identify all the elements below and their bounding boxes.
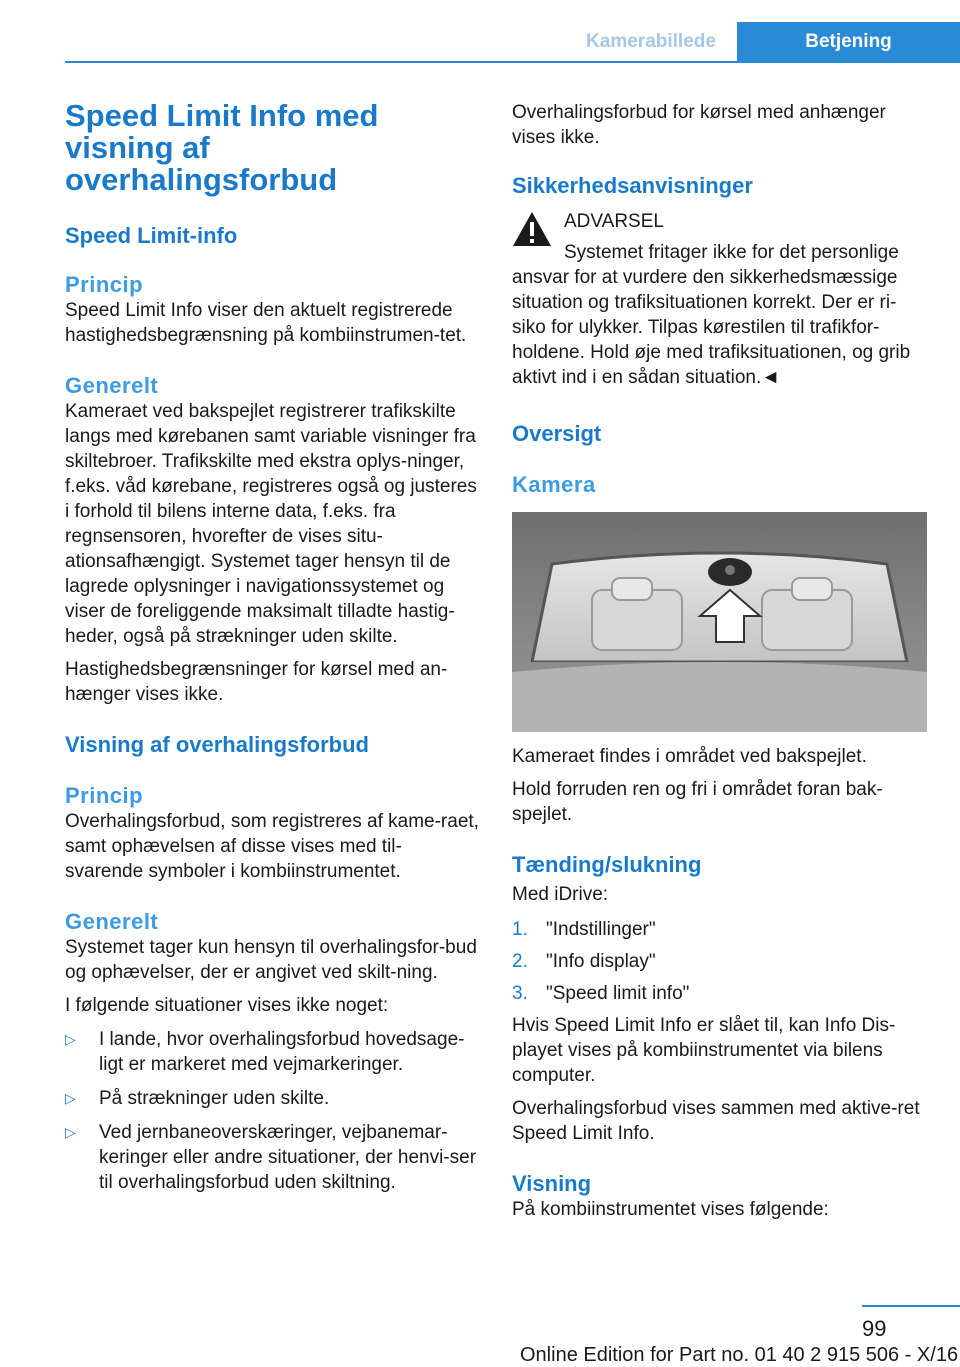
camera-location-image bbox=[512, 512, 927, 732]
bullet-item: ▷ På strækninger uden skilte. bbox=[65, 1088, 330, 1109]
paragraph-kamera-2: Hold forruden ren og fri i området foran bak-spejlet. bbox=[512, 779, 883, 825]
heading-sikkerhedsanvisninger: Sikkerhedsanvisninger bbox=[512, 173, 753, 198]
footer-rule bbox=[862, 1305, 960, 1307]
warning-text: Systemet fritager ikke for det personlige ansvar for at vurdere den sikkerhedsmæssige situation og trafiksituationen korrekt. Der er ri-siko for ulykker. Tilpas kørestilen til trafikfor-holdene. Hold øje med trafiksituationen, og grib aktivt ind i en sådan situation.◄ bbox=[512, 242, 911, 388]
right-column bbox=[512, 100, 930, 1222]
heading-princip-1: Princip bbox=[65, 272, 144, 297]
heading-oversigt: Oversigt bbox=[512, 421, 602, 446]
paragraph-generelt-2a: Systemet tager kun hensyn til overhalingsfor-bud og ophævelser, der er angivet ved skilt-ning. bbox=[65, 937, 477, 983]
bullet-marker: ▷ bbox=[65, 1090, 76, 1106]
paragraph-princip-1: Speed Limit Info viser den aktuelt registrerede hastighedsbegrænsning på kombiinstrumen-tet. bbox=[65, 300, 467, 346]
step-item: 3. "Speed limit info" bbox=[512, 983, 690, 1004]
heading-visning-overhalingsforbud: Visning af overhalingsforbud bbox=[65, 732, 369, 757]
heading-taending-slukning: Tænding/slukning bbox=[512, 852, 702, 877]
step-number: 3. bbox=[512, 983, 528, 1004]
footer-edition: Online Edition for Part no. 01 40 2 915 506 - X/16 bbox=[520, 1344, 959, 1366]
section-tab-betjening[interactable]: Betjening bbox=[737, 22, 960, 61]
heading-visning: Visning bbox=[512, 1171, 592, 1196]
paragraph-info-1: Hvis Speed Limit Info er slået til, kan Info Dis-playet vises på kombiinstrumentet via bilens computer. bbox=[512, 1015, 896, 1086]
left-column bbox=[65, 100, 480, 1195]
warning-block bbox=[512, 209, 930, 234]
step-number: 2. bbox=[512, 951, 528, 972]
paragraph-anhaenger: Overhalingsforbud for kørsel med anhænger vises ikke. bbox=[512, 102, 886, 148]
paragraph-kamera-1: Kameraet findes i området ved bakspejlet. bbox=[512, 746, 867, 767]
paragraph-info-2: Overhalingsforbud vises sammen med aktive-ret Speed Limit Info. bbox=[512, 1098, 920, 1144]
bullet-item: ▷ I lande, hvor overhalingsforbud hovedsage-ligt er markeret med vejmarkeringer. bbox=[65, 1029, 465, 1075]
header-rule bbox=[65, 61, 960, 63]
warning-triangle-icon bbox=[512, 211, 552, 247]
heading-speed-limit-info: Speed Limit-info bbox=[65, 223, 238, 248]
heading-kamera: Kamera bbox=[512, 472, 596, 497]
page-title: Speed Limit Info med visning af overhalingsforbud bbox=[65, 98, 379, 197]
paragraph-generelt-1a: Kameraet ved bakspejlet registrerer trafikskilte langs med kørebanen samt variable visninger fra skiltebroer. Trafikskilte med ekstra oplys-ninger, f.eks. våd kørebane, registreres også og justeres i forhold til bilens interne data, f.eks. fra regnsensoren, hvorefter de vises situ-ationsafhængigt. Systemet tager hensyn til de lagrede oplysninger i navigationssystemet og viser de foreliggende maksimalt tilladte hastig-heder, også på strækninger uden skilte. bbox=[65, 401, 477, 647]
paragraph-generelt-1b: Hastighedsbegrænsninger for kørsel med an-hænger vises ikke. bbox=[65, 659, 448, 705]
heading-generelt-1: Generelt bbox=[65, 373, 159, 398]
step-item: 2. "Info display" bbox=[512, 951, 656, 972]
warning-label: ADVARSEL bbox=[564, 211, 664, 232]
paragraph-visning: På kombiinstrumentet vises følgende: bbox=[512, 1199, 829, 1220]
bullet-item: ▷ Ved jernbaneoverskæringer, vejbanemar-keringer eller andre situationer, der henvi-ser til overhalingsforbud uden skiltning. bbox=[65, 1122, 477, 1193]
page-number: 99 bbox=[862, 1316, 887, 1341]
section-tab-kamerabillede[interactable]: Kamerabillede bbox=[565, 22, 737, 61]
step-number: 1. bbox=[512, 919, 528, 940]
paragraph-generelt-2b: I følgende situationer vises ikke noget: bbox=[65, 995, 389, 1016]
bullet-marker: ▷ bbox=[65, 1031, 76, 1047]
heading-princip-2: Princip bbox=[65, 783, 144, 808]
step-item: 1. "Indstillinger" bbox=[512, 919, 656, 940]
paragraph-princip-2: Overhalingsforbud, som registreres af kame-raet, samt ophævelsen af disse vises med til-svarende symboler i kombiinstrumentet. bbox=[65, 811, 479, 882]
bullet-marker: ▷ bbox=[65, 1124, 76, 1140]
heading-generelt-2: Generelt bbox=[65, 909, 159, 934]
paragraph-idrive: Med iDrive: bbox=[512, 884, 609, 905]
